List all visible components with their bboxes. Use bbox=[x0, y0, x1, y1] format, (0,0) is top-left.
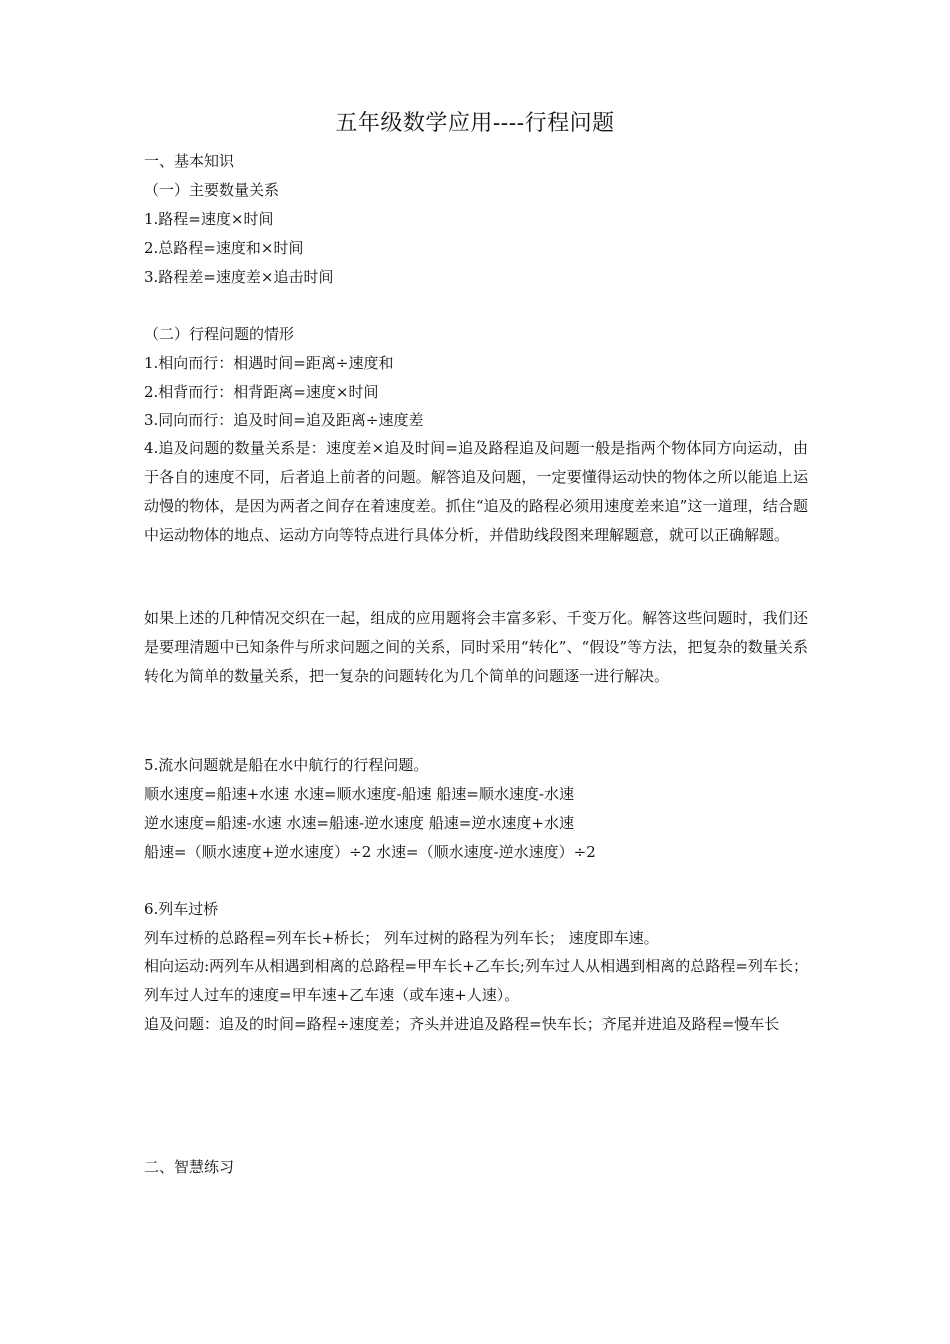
page-title: 五年级数学应用----行程问题 bbox=[335, 111, 615, 136]
subsection-heading-quantity-relations: （一）主要数量关系 bbox=[144, 181, 280, 199]
paragraph-summary: 如果上述的几种情况交织在一起，组成的应用题将会丰富多彩、千变万化。解答这些问题时，我们还是要理清题中已知条件与所求问题之间的关系，同时采用“转化”、“假设”等方法，把复杂的数量关系转化为简单的数量关系，把一复杂的问题转化为几个简单的问题逐一进行解决。 bbox=[144, 609, 808, 685]
subsection-heading-situations: （二）行程问题的情形 bbox=[144, 325, 295, 343]
train-pursuit-formula: 追及问题：追及的时间=路程÷速度差；齐头并进追及路程=快车长；齐尾并进追及路程=慢车长 bbox=[144, 1015, 780, 1033]
paragraph-pursuit-problems: 4.追及问题的数量关系是：速度差×追及时间=追及路程追及问题一般是指两个物体同方向运动，由于各自的速度不同，后者追上前者的问题。解答追及问题，一定要懂得运动快的物体之所以能追上运动慢的物体，是因为两者之间存在着速度差。抓住“追及的路程必须用速度差来追”这一道理，结合题中运动物体的地点、运动方向等特点进行具体分析，并借助线段图来理解题意，就可以正确解题。 bbox=[144, 439, 808, 544]
situation-opposite-directions: 1.相向而行：相遇时间=距离÷速度和 bbox=[144, 354, 394, 372]
heading-train-crossing-bridge: 6.列车过桥 bbox=[144, 900, 219, 918]
water-flow-formula-upstream: 逆水速度=船速-水速 水速=船速-逆水速度 船速=逆水速度+水速 bbox=[144, 814, 574, 832]
water-flow-formula-averages: 船速=（顺水速度+逆水速度）÷2 水速=（顺水速度-逆水速度）÷2 bbox=[144, 843, 596, 861]
heading-water-flow-problems: 5.流水问题就是船在水中航行的行程问题。 bbox=[144, 756, 429, 774]
situation-same-direction: 3.同向而行：追及时间=追及距离÷速度差 bbox=[144, 411, 424, 429]
water-flow-formula-downstream: 顺水速度=船速+水速 水速=顺水速度-船速 船速=顺水速度-水速 bbox=[144, 785, 574, 803]
train-meeting-formula: 相向运动:两列车从相遇到相离的总路程=甲车长+乙车长;列车过人从相遇到相离的总路程=列车长；列车过人过车的速度=甲车速+乙车速（或车速+人速）。 bbox=[144, 957, 808, 1004]
train-bridge-formula: 列车过桥的总路程=列车长+桥长； 列车过树的路程为列车长； 速度即车速。 bbox=[144, 929, 659, 947]
formula-distance: 1.路程=速度×时间 bbox=[144, 210, 274, 228]
formula-distance-difference: 3.路程差=速度差×追击时间 bbox=[144, 268, 334, 286]
section-heading-basic-knowledge: 一、基本知识 bbox=[144, 152, 235, 170]
formula-total-distance: 2.总路程=速度和×时间 bbox=[144, 239, 304, 257]
section-heading-practice: 二、智慧练习 bbox=[144, 1158, 235, 1176]
situation-away-directions: 2.相背而行：相背距离=速度×时间 bbox=[144, 383, 379, 401]
